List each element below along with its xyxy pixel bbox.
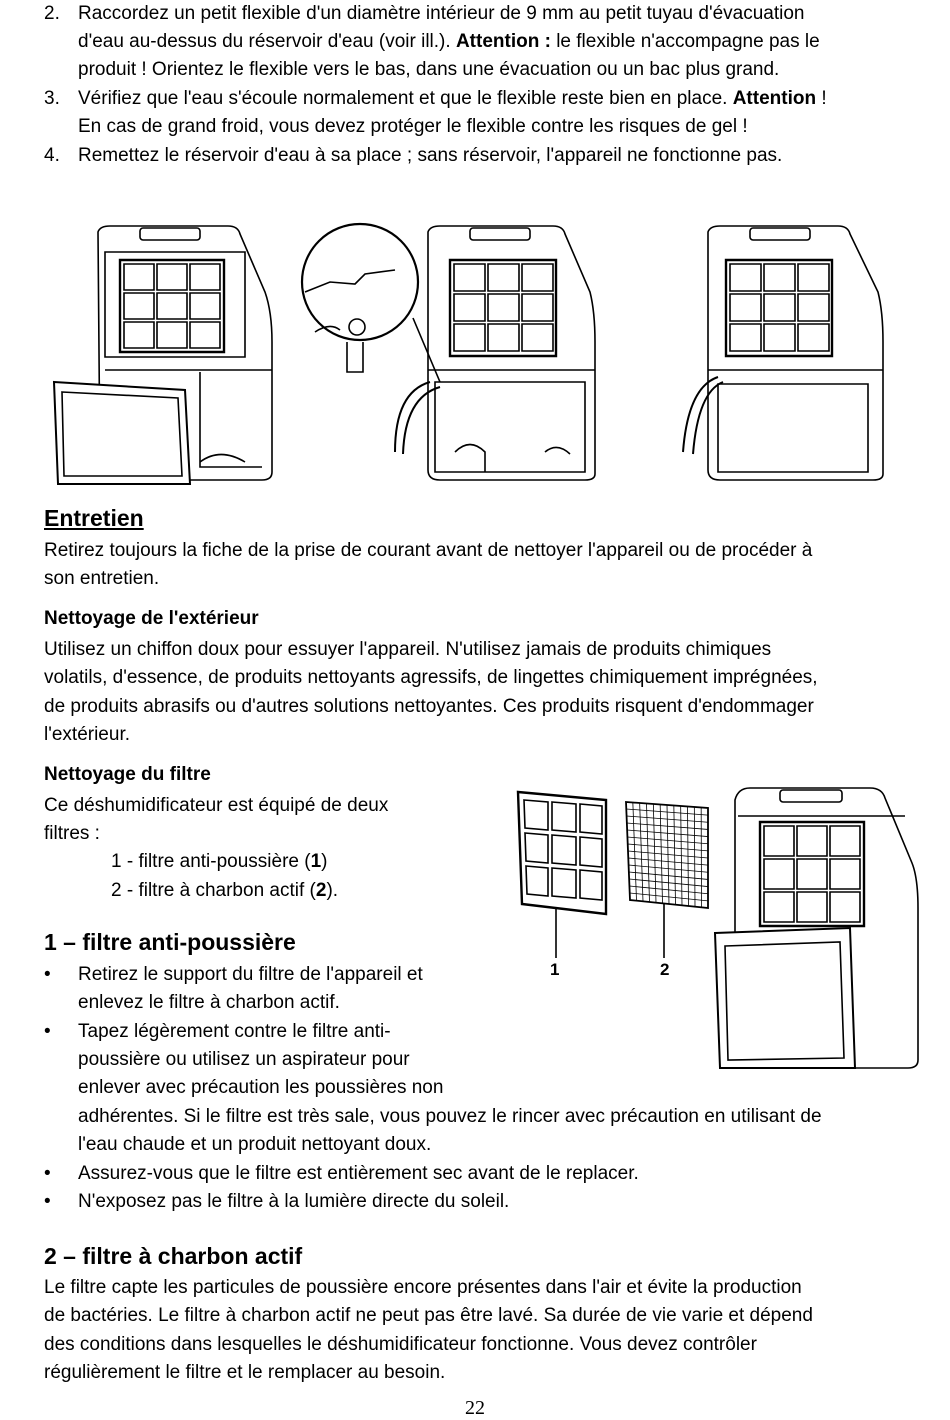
step-4-number: 4. xyxy=(44,142,60,171)
exterieur-line-2: volatils, d'essence, de produits nettoyants agressifs, de lingettes chimiquement imprégnées, xyxy=(44,664,914,693)
bullet-icon: • xyxy=(44,1018,51,1047)
attention-label: Attention : xyxy=(456,31,551,52)
step-3-line-1: Vérifiez que l'eau s'écoule normalement et que le flexible reste bien en place. Attention ! xyxy=(78,85,918,114)
step-3-number: 3. xyxy=(44,85,60,114)
section-title-entretien: Entretien xyxy=(44,505,144,532)
anti-bullet-2-line-5: l'eau chaude et un produit nettoyant doux. xyxy=(78,1131,431,1160)
section-title-charbon: 2 – filtre à charbon actif xyxy=(44,1243,302,1270)
step-4-line-1: Remettez le réservoir d'eau à sa place ; sans réservoir, l'appareil ne fonctionne pas. xyxy=(78,142,918,171)
exterieur-line-1: Utilisez un chiffon doux pour essuyer l'appareil. N'utilisez jamais de produits chimiques xyxy=(44,636,914,665)
section-title-anti-poussiere: 1 – filtre anti-poussière xyxy=(44,929,296,956)
entretien-line-2: son entretien. xyxy=(44,565,914,594)
filters-illustration xyxy=(510,778,930,1073)
subsection-title-filtre: Nettoyage du filtre xyxy=(44,764,211,786)
step-2-number: 2. xyxy=(44,0,60,29)
step-3-line-2: En cas de grand froid, vous devez protéger le flexible contre les risques de gel ! xyxy=(78,113,918,142)
step-2-line-2: d'eau au-dessus du réservoir d'eau (voir ill.). Attention : le flexible n'accompagne pas le xyxy=(78,28,918,57)
bullet-icon: • xyxy=(44,1188,51,1217)
anti-bullet-1-line-1: Retirez le support du filtre de l'appareil et xyxy=(78,961,423,990)
filter-label-2: 2 xyxy=(660,960,669,980)
bullet-icon: • xyxy=(44,961,51,990)
charbon-line-3: des conditions dans lesquelles le déshumidificateur fonctionne. Vous devez contrôler xyxy=(44,1331,914,1360)
page-number: 22 xyxy=(0,1397,950,1420)
charbon-line-1: Le filtre capte les particules de poussière encore présentes dans l'air et évite la production xyxy=(44,1274,914,1303)
step-2-line-3: produit ! Orientez le flexible vers le bas, dans une évacuation ou un bac plus grand. xyxy=(78,56,918,85)
filtre-line-2: filtres : xyxy=(44,820,484,849)
anti-bullet-4: N'exposez pas le filtre à la lumière directe du soleil. xyxy=(78,1188,509,1217)
bullet-icon: • xyxy=(44,1160,51,1189)
dehumidifier-illustration-2 xyxy=(295,222,625,490)
charbon-line-4: régulièrement le filtre et le remplacer au besoin. xyxy=(44,1359,914,1388)
filtre-item-2: 2 - filtre à charbon actif (2). xyxy=(111,877,451,906)
subsection-title-exterieur: Nettoyage de l'extérieur xyxy=(44,608,259,630)
step-2-line-1: Raccordez un petit flexible d'un diamètre intérieur de 9 mm au petit tuyau d'évacuation xyxy=(78,0,918,29)
filtre-item-1: 1 - filtre anti-poussière (1) xyxy=(111,848,451,877)
attention-label: Attention xyxy=(733,88,816,109)
dehumidifier-illustration-3 xyxy=(678,222,893,490)
anti-bullet-1-line-2: enlevez le filtre à charbon actif. xyxy=(78,989,340,1018)
anti-bullet-3: Assurez-vous que le filtre est entièrement sec avant de le replacer. xyxy=(78,1160,639,1189)
exterieur-line-3: de produits abrasifs ou d'autres solutions nettoyantes. Ces produits risquent d'endommager xyxy=(44,693,914,722)
entretien-line-1: Retirez toujours la fiche de la prise de courant avant de nettoyer l'appareil ou de procéder à xyxy=(44,537,914,566)
charbon-line-2: de bactéries. Le filtre à charbon actif ne peut pas être lavé. Sa durée de vie varie et dépend xyxy=(44,1302,914,1331)
anti-bullet-2-line-3: enlever avec précaution les poussières non xyxy=(78,1074,443,1103)
exterieur-line-4: l'extérieur. xyxy=(44,721,914,750)
filtre-line-1: Ce déshumidificateur est équipé de deux xyxy=(44,792,484,821)
anti-bullet-2-line-4: adhérentes. Si le filtre est très sale, vous pouvez le rincer avec précaution en utilisant de xyxy=(78,1103,822,1132)
dehumidifier-illustration-1 xyxy=(50,222,285,490)
anti-bullet-2-line-2: poussière ou utilisez un aspirateur pour xyxy=(78,1046,410,1075)
filter-label-1: 1 xyxy=(550,960,559,980)
anti-bullet-2-line-1: Tapez légèrement contre le filtre anti- xyxy=(78,1018,391,1047)
